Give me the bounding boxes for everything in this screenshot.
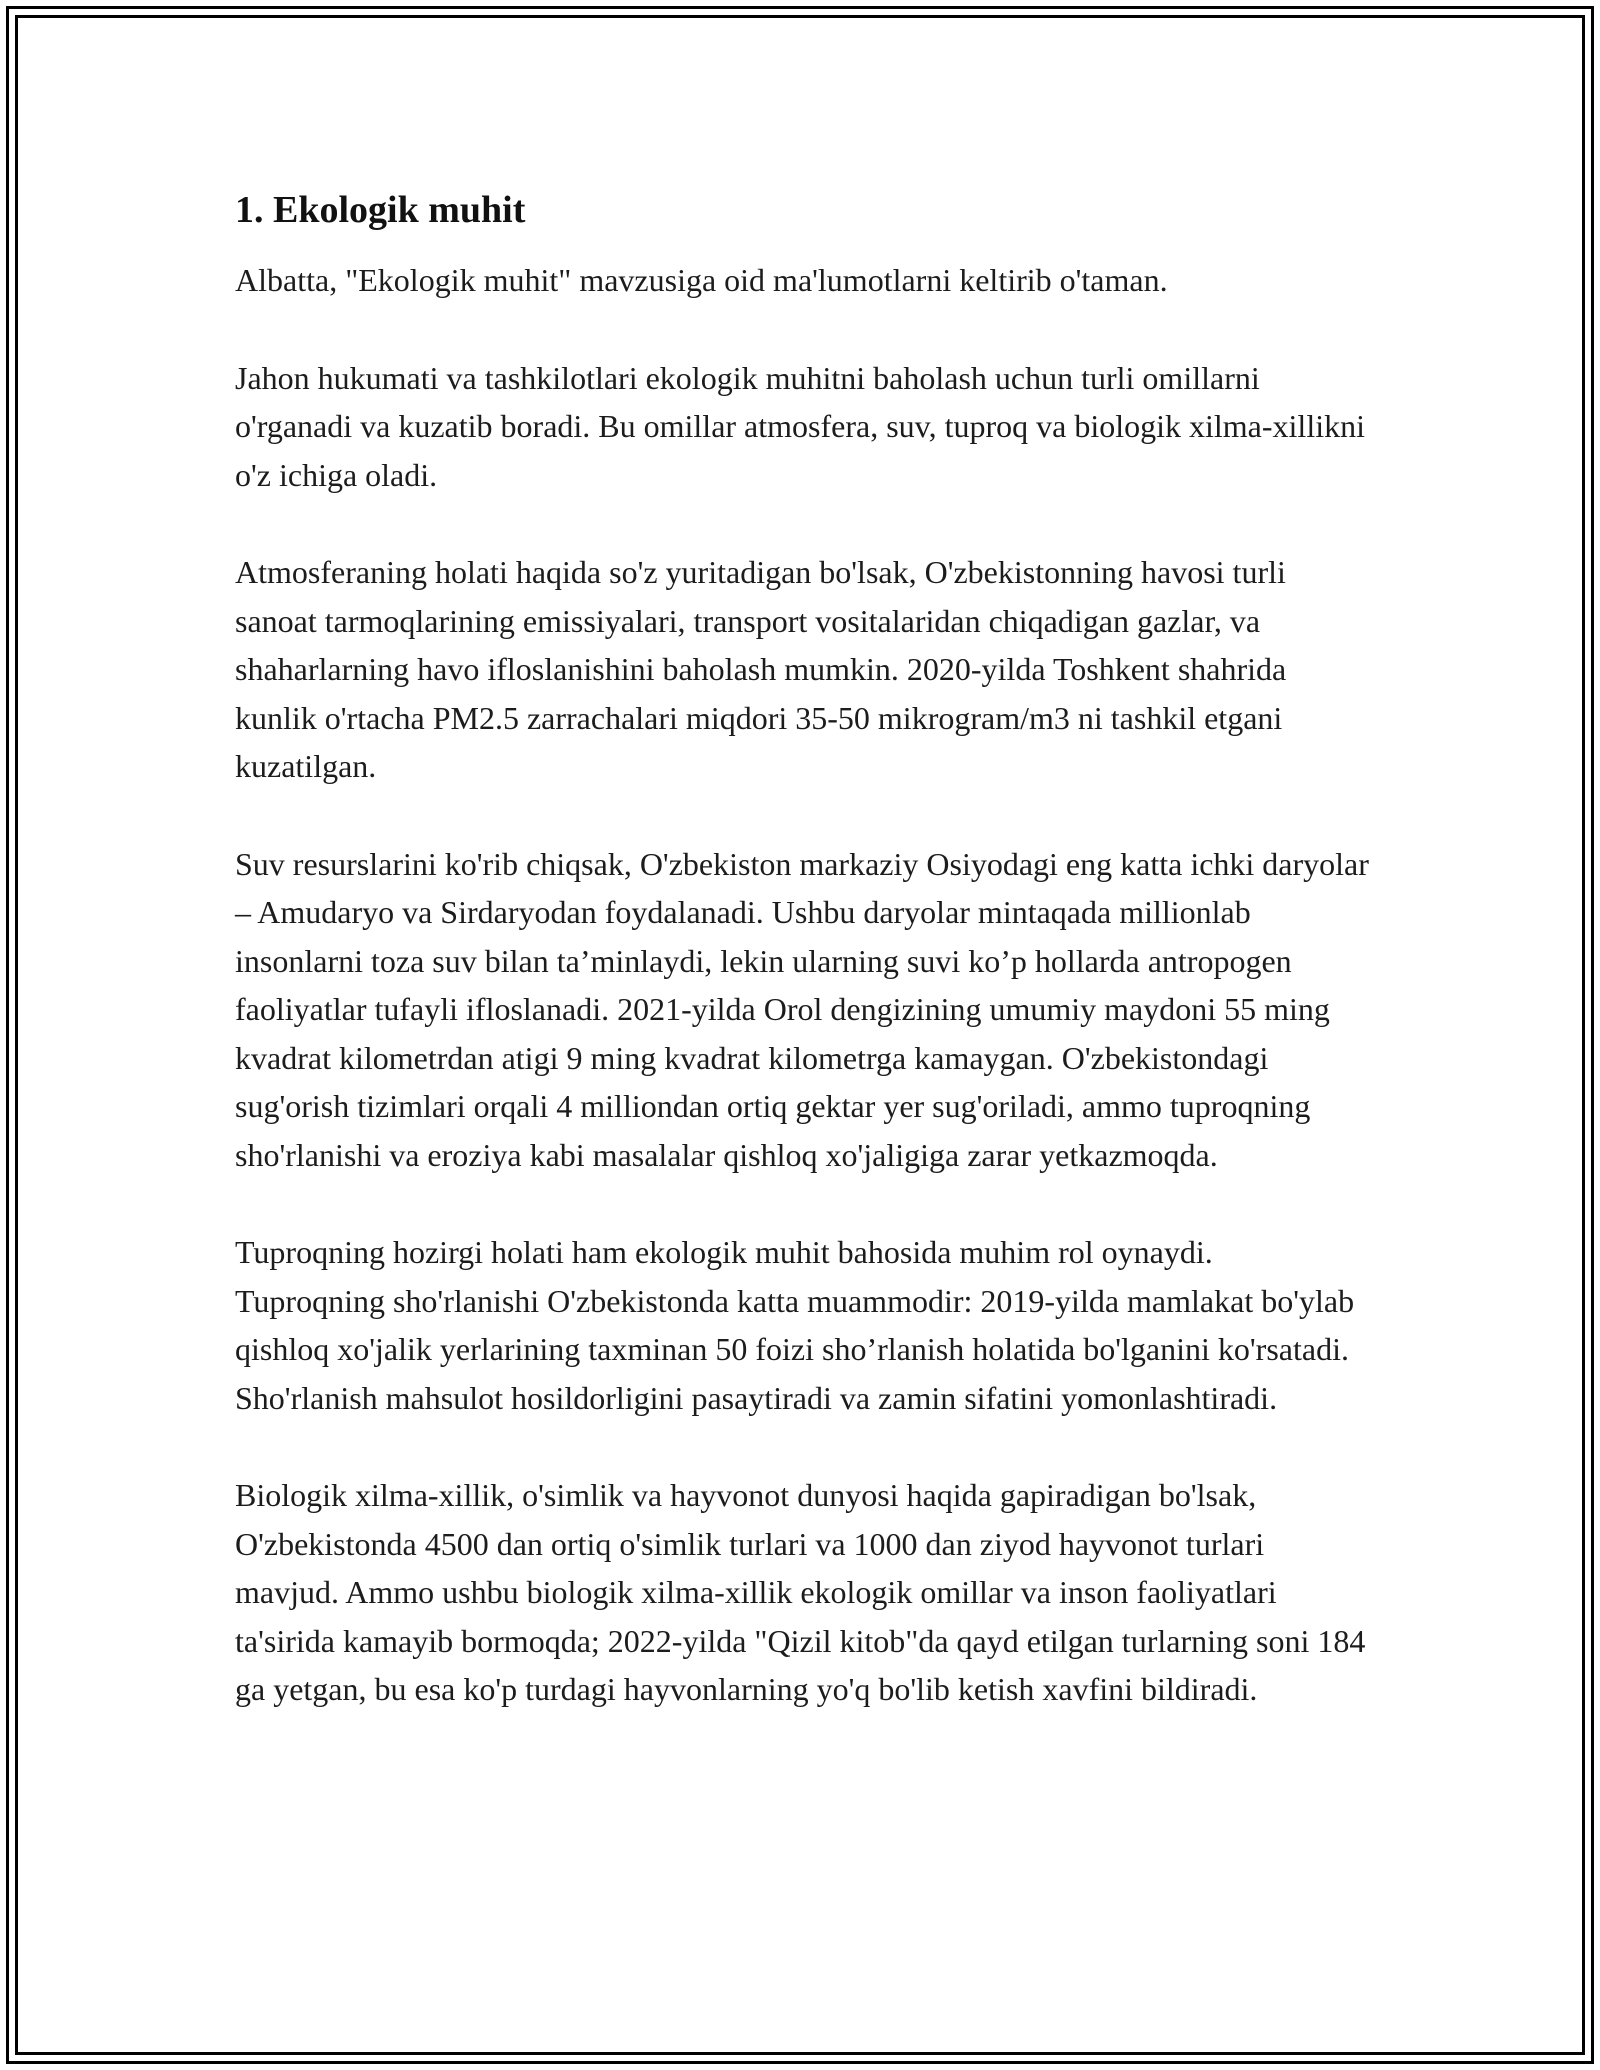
- paragraph-atmosphere: Atmosferaning holati haqida so'z yuritadigan bo'lsak, O'zbekistonning havosi turli sanoat tarmoqlarining emissiyalari, transport vositalaridan chiqadigan gazlar, va shaharlarning havo ifloslanishini baholash mumkin. 2020-yilda Toshkent shahrida kunlik o'rtacha PM2.5 zarrachalari miqdori 35-50 mikrogram/m3 ni tashkil etgani kuzatilgan.: [235, 554, 1287, 784]
- paragraph-biodiversity: Biologik xilma-xillik, o'simlik va hayvonot dunyosi haqida gapiradigan bo'lsak, O'zbekistonda 4500 dan ortiq o'simlik turlari va 1000 dan ziyod hayvonot turlari mavjud. Ammo ushbu biologik xilma-xillik ekologik omillar va inson faoliyatlari ta'sirida kamayib bormoqda; 2022-yilda "Qizil kitob"da qayd etilgan turlarning soni 184 ga yetgan, bu esa ko'p turdagi hayvonlarning yo'q bo'lib ketish xavfini bildiradi.: [235, 1477, 1366, 1707]
- paragraph-factors: Jahon hukumati va tashkilotlari ekologik muhitni baholash uchun turli omillarni o'rganadi va kuzatib boradi. Bu omillar atmosfera, suv, tuproq va biologik xilma-xillikni o'z ichiga oladi.: [235, 359, 1365, 493]
- paragraph-soil: Tuproqning hozirgi holati ham ekologik muhit bahosida muhim rol oynaydi. Tuproqning sho'rlanishi O'zbekistonda katta muammodir: 2019-yilda mamlakat bo'ylab qishloq xo'jalik yerlarining taxminan 50 foizi sho’rlanish holatida bo'lganini ko'rsatadi. Sho'rlanish mahsulot hosildorligini pasaytiradi va zamin sifatini yomonlashtiradi.: [235, 1234, 1355, 1416]
- paragraph-intro: Albatta, "Ekologik muhit" mavzusiga oid ma'lumotlarni keltirib o'taman.: [235, 262, 1168, 298]
- paragraph-water: Suv resurslarini ko'rib chiqsak, O'zbekiston markaziy Osiyodagi eng katta ichki daryolar – Amudaryo va Sirdaryodan foydalanadi. Ushbu daryolar mintaqada millionlab insonlarni toza suv bilan ta’minlaydi, lekin ularning suvi ko’p hollarda antropogen faoliyatlar tufayli ifloslanadi. 2021-yilda Orol dengizining umumiy maydoni 55 ming kvadrat kilometrdan atigi 9 ming kvadrat kilometrga kamaygan. O'zbekistondagi sug'orish tizimlari orqali 4 milliondan ortiq gektar yer sug'oriladi, ammo tuproqning sho'rlanishi va eroziya kabi masalalar qishloq xo'jaligiga zarar yetkazmoqda.: [235, 845, 1369, 1173]
- document-title: 1. Ekologik muhit: [235, 189, 526, 231]
- document-body: [235, 186, 1370, 1763]
